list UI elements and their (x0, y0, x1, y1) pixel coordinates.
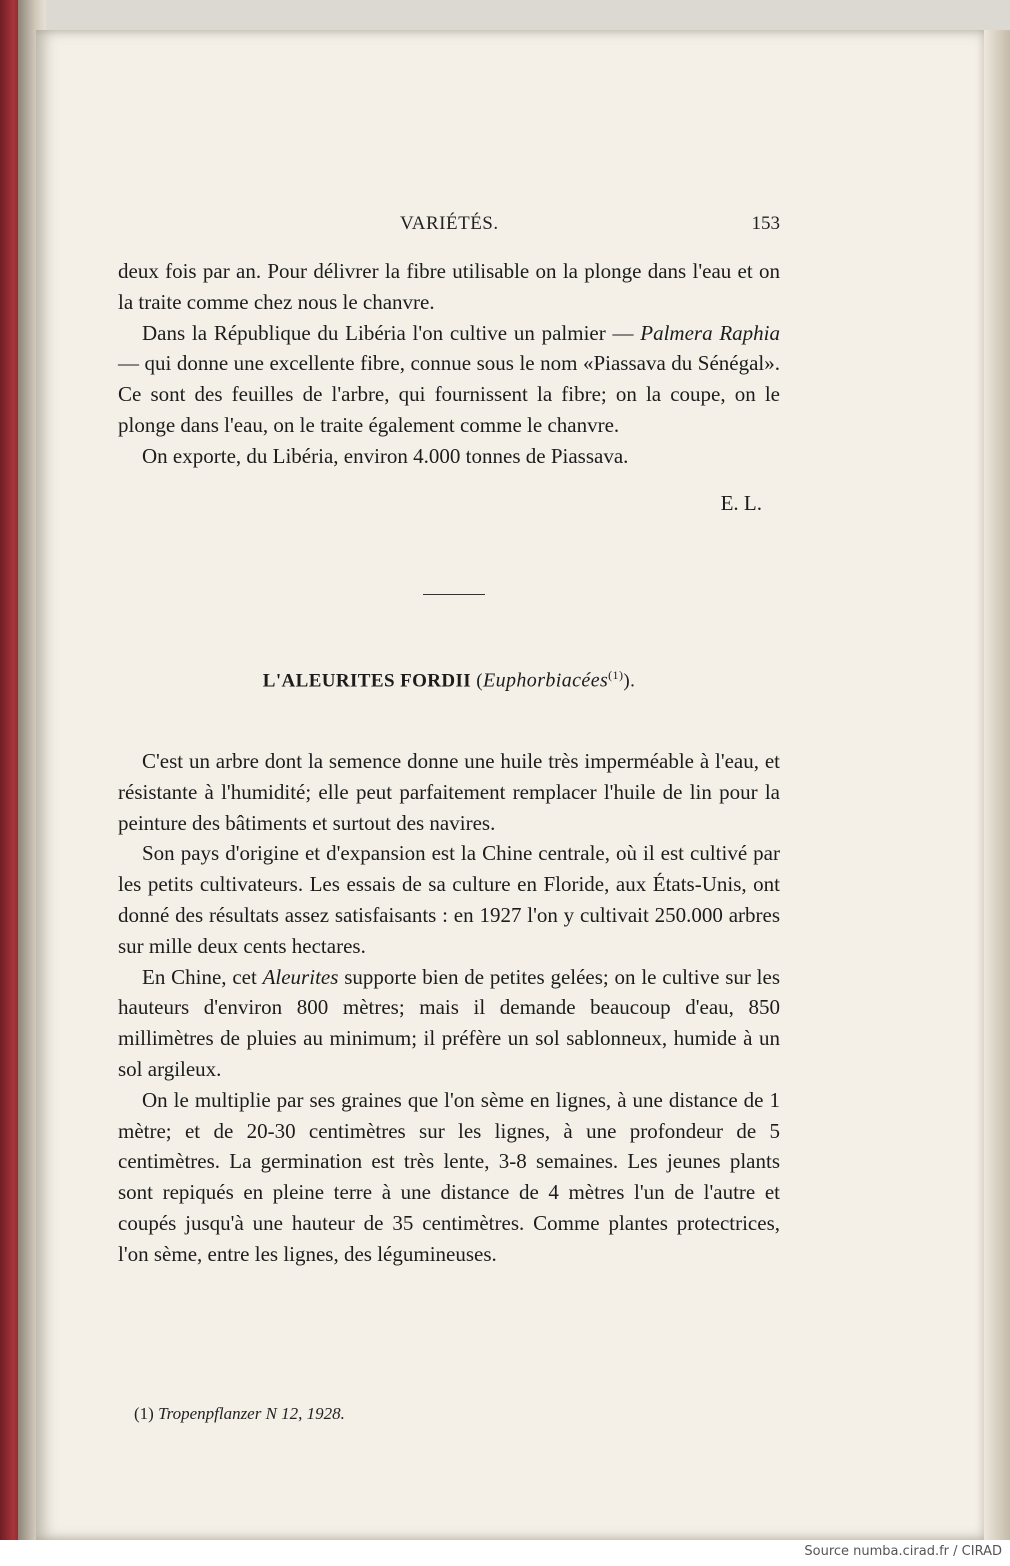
paragraph: Dans la République du Libéria l'on cultive un palmier — Palmera Raphia — qui donne une excellente fibre, connue sous le nom «Piassava du Sénégal». Ce sont des feuilles de l'arbre, qui fournissent la fibre; on la coupe, on le plonge dans l'eau, on le traite également comme le chanvre. (118, 320, 781, 437)
section-divider (423, 594, 485, 595)
genus-name: Aleurites (262, 964, 339, 989)
paragraph: En Chine, cet Aleurites supporte bien de petites gelées; on le cultive sur les hauteurs d'environ 800 mètres; mais il demande beaucoup d'eau, 850 millimètres de pluies au minimum; il préfère un sol sablonneux, humide à un sol argileux. (118, 964, 780, 1081)
species-name: Palmera Raphia (640, 320, 781, 345)
article-continuation (118, 256, 780, 518)
footnote: (1) Tropenpflanzer N 12, 1928. (134, 1404, 345, 1423)
page-fore-edge (984, 30, 1010, 1540)
article-body (118, 746, 780, 1270)
paragraph: On le multiplie par ses graines que l'on sème en lignes, à une distance de 1 mètre; et de 20-30 centimètres sur les lignes, à une profondeur de 5 centimètres. La germination est très lente, 3-8 semaines. Les jeunes plants sont repiqués en pleine terre à une distance de 4 mètres l'un de l'autre et coupés jusqu'à une hauteur de 35 centimètres. Comme plantes protectrices, l'on sème, entre les lignes, des légumineuses. (118, 1087, 780, 1266)
page-number: 153 (751, 213, 780, 234)
author-initials: E. L. (720, 490, 762, 515)
running-title: VARIÉTÉS. (400, 213, 499, 234)
source-credit: Source numba.cirad.fr / CIRAD (804, 1544, 1002, 1559)
paragraph: C'est un arbre dont la semence donne une huile très imperméable à l'eau, et résistante à l'humidité; elle peut parfaitement remplacer l'huile de lin pour la peinture des bâtiments et surtout des navires. (118, 749, 780, 835)
paragraph: deux fois par an. Pour délivrer la fibre utilisable on la plonge dans l'eau et on la traite comme chez nous le chanvre. (118, 259, 780, 314)
paragraph: Son pays d'origine et d'expansion est la Chine centrale, où il est cultivé par les petits cultivateurs. Les essais de sa culture en Floride, aux États-Unis, ont donné des résultats assez satisfaisants : en 1927 l'on y cultivait 250.000 arbres sur mille deux cents hectares. (118, 841, 780, 958)
section-heading: L'ALEURITES FORDII (Euphorbiacées$^{(1)}$). (262, 668, 636, 692)
paragraph: On exporte, du Libéria, environ 4.000 tonnes de Piassava. (142, 443, 629, 468)
